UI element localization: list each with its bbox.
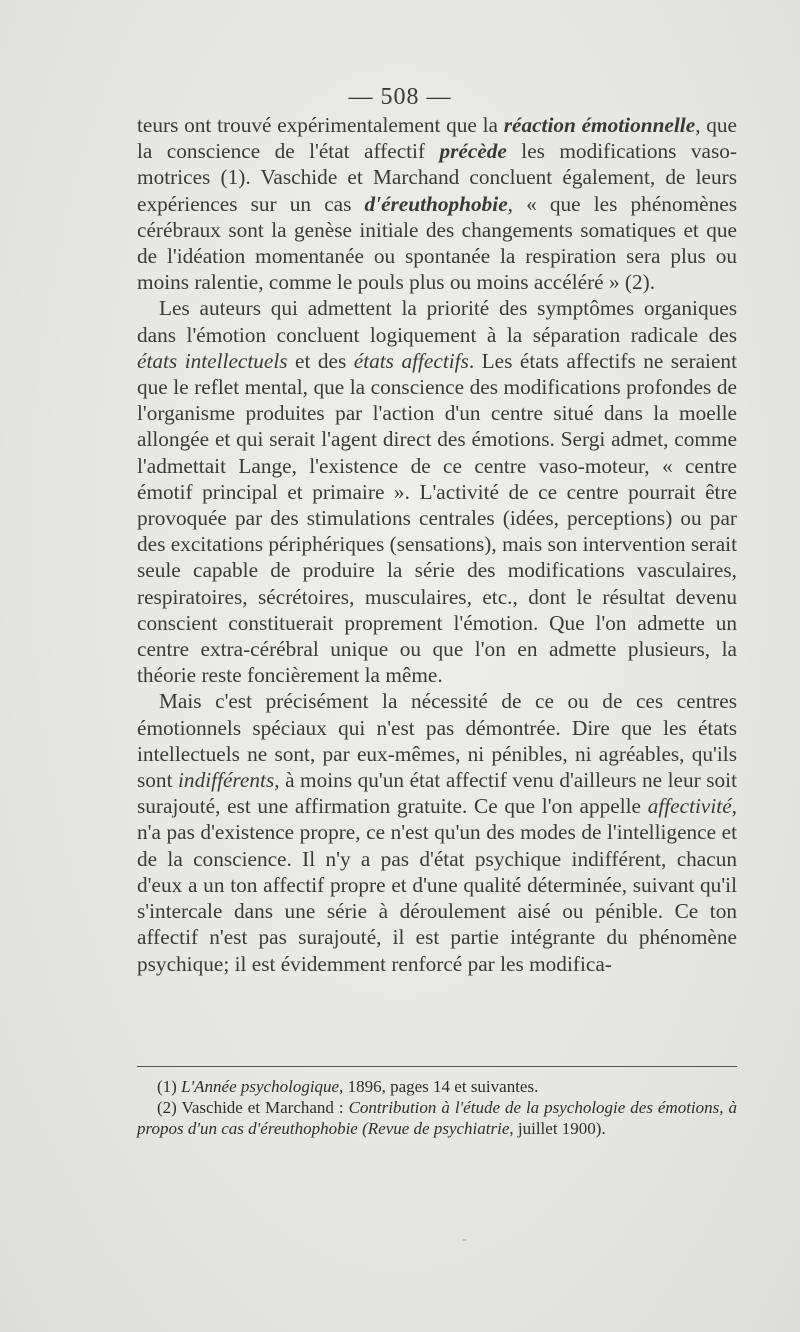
text-segment: , à moins qu'un état affectif venu d'ailleurs ne leur soit surajouté, est une affirmation gratuite. Ce que l'on appelle (137, 768, 737, 819)
text-segment: . Les états affectifs ne seraient que le reflet mental, que la conscience des modifications profondes de l'organisme produites par l'action d'un centre situé dans la moelle allongée et qui serait l'agent direct des émotions. Sergi admet, comme l'admettait Lange, l'existence de ce centre vaso-moteur, « centre émotif principal et primaire ». L'activité de ce centre pourrait être provoquée par des stimulations centrales (idées, perceptions) ou par des excitations périphériques (sensations), mais son intervention serait seule capable de produire la série des modifications vasculaires, respiratoires, sécrétoires, musculaires, etc., dont le résultat devenu conscient constituerait proprement l'émotion. Que l'on admette un centre extra-cérébral unique ou que l'on en admette plusieurs, la théorie reste foncièrement la même. (137, 348, 737, 688)
footnote-divider (137, 1066, 737, 1067)
footnote (137, 1097, 737, 1139)
text-segment: (1) (157, 1077, 182, 1096)
emphasis-text: états affectifs (353, 348, 469, 373)
emphasis-text: Contribution à l'étude de la psychologie des émotions, à propos d'un cas d'éreuthophobie (Revue de psychiatrie (137, 1098, 737, 1138)
printer-mark: - (462, 1232, 467, 1247)
text-segment: , que la conscience de l'état affectif (137, 113, 737, 164)
text-segment: teurs ont trouvé expérimentalement que la (137, 113, 504, 137)
footnote (137, 1076, 737, 1097)
emphasis-text: précède (439, 139, 507, 164)
paragraph (137, 295, 737, 688)
emphasis-text: d'éreuthophobie (364, 191, 508, 216)
paragraph (137, 112, 737, 295)
text-segment: , « que les phénomènes cérébraux sont la genèse initiale des changements somatiques et que de l'idéation momentanée ou spontanée la respiration sera plus ou moins ralentie, comme le pouls plus ou moins accéléré » (2). (137, 191, 737, 295)
footnotes (137, 1076, 737, 1139)
page-number: — 508 — (348, 84, 452, 110)
text-segment: , 1896, pages 14 et suivantes. (339, 1077, 539, 1096)
text-segment: , n'a pas d'existence propre, ce n'est qu'un des modes de l'intelligence et de la conscience. Il n'y a pas d'état psychique indifférent, chacun d'eux a un ton affectif propre et d'une qualité déterminée, suivant qu'il s'intercale dans une série à déroulement aisé ou pénible. Ce ton affectif n'est pas surajouté, il est partie intégrante du phénomène psychique; il est évidemment renforcé par les modifica- (137, 794, 737, 976)
text-segment: Les auteurs qui admettent la priorité des symptômes organiques dans l'émotion concluent logiquement à la séparation radicale des (137, 296, 737, 347)
emphasis-text: réaction émotionnelle (503, 113, 696, 137)
emphasis-text: affectivité (647, 794, 732, 819)
paragraph (137, 688, 737, 976)
text-segment: Mais c'est précisément la nécessité de ce ou de ces centres émotionnels spéciaux qui n'est pas démontrée. Dire que les états intellectuels ne sont, par eux-mêmes, ni pénibles, ni agréables, qu'ils sont (137, 689, 737, 793)
text-segment: les modifications vaso-motrices (1). Vaschide et Marchand concluent également, de leurs expériences sur un cas (137, 139, 737, 216)
emphasis-text: états intellectuels (137, 348, 288, 373)
body-text (137, 112, 737, 977)
emphasis-text: L'Année psychologique (181, 1077, 340, 1096)
text-segment: (2) Vaschide et Marchand : (157, 1098, 349, 1117)
emphasis-text: indifférents (178, 768, 275, 793)
text-segment: , juillet 1900). (509, 1119, 606, 1138)
text-segment: et des (287, 348, 354, 373)
